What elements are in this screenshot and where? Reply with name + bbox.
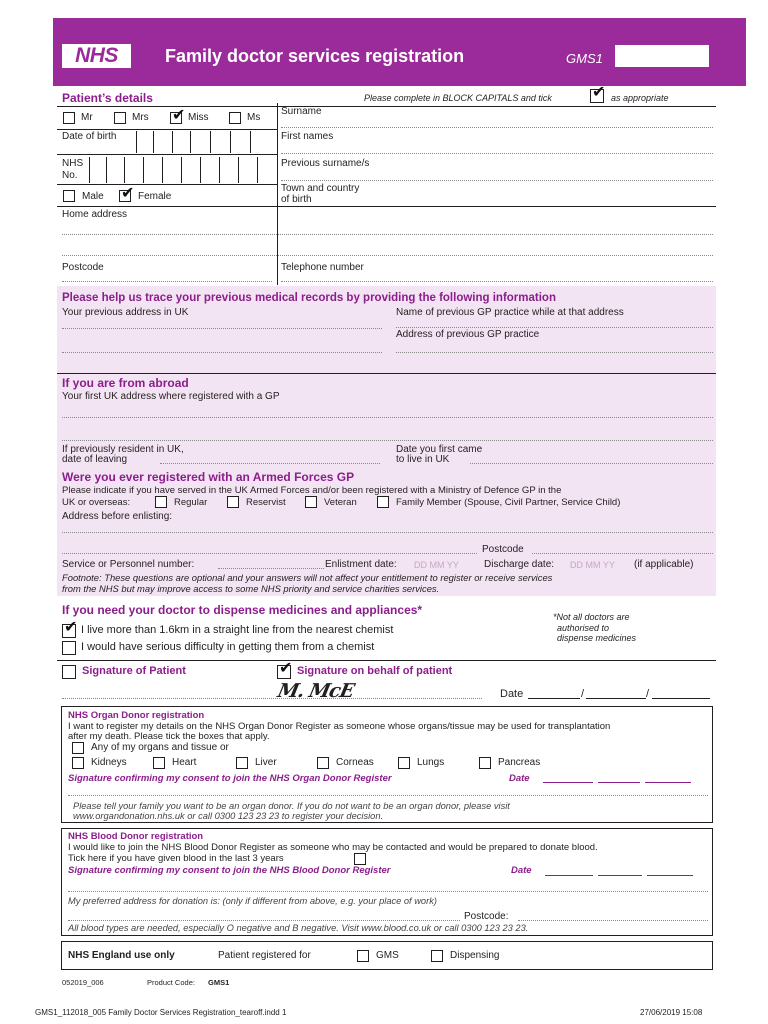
title-mrs-checkbox[interactable] (114, 112, 126, 124)
organ-date-month[interactable] (598, 782, 640, 783)
pancreas-label: Pancreas (498, 757, 541, 768)
organ-signature-field[interactable] (68, 795, 708, 796)
blood-donor-text: I would like to join the NHS Blood Donor Register as someone who may be contacted and would be prepared to donate blood. (68, 842, 598, 853)
blood-given-checkbox[interactable] (354, 853, 366, 865)
if-applicable-label: (if applicable) (634, 559, 694, 570)
dob-digit-sep (250, 131, 251, 153)
dispense-note: *Not all doctors are (553, 612, 630, 622)
divider (57, 206, 716, 207)
organ-date-year[interactable] (645, 782, 691, 783)
veteran-label: Veteran (324, 497, 357, 508)
blood-signature-field[interactable] (68, 891, 708, 892)
title-ms-label: Ms (247, 112, 261, 123)
regular-label: Regular (174, 497, 208, 508)
date-sep: / (646, 688, 650, 700)
organ-date-day[interactable] (543, 782, 593, 783)
prev-resident-label: If previously resident in UK, (62, 444, 184, 455)
address-enlisting-label: Address before enlisting: (62, 511, 173, 522)
corneas-label: Corneas (336, 757, 374, 768)
service-number-field[interactable] (218, 568, 324, 569)
reservist-checkbox[interactable] (227, 496, 239, 508)
date-month-field[interactable] (586, 698, 646, 699)
signature-behalf-label: Signature on behalf of patient (297, 665, 453, 677)
nhs-digit-sep (257, 157, 258, 183)
signature-patient-label: Signature of Patient (82, 665, 186, 677)
divider (57, 373, 716, 374)
signature-patient-checkbox[interactable] (62, 665, 76, 679)
nhs-logo: NHS (62, 44, 131, 68)
organ-any-checkbox[interactable] (72, 742, 84, 754)
male-label: Male (82, 191, 104, 202)
footer-code: 052019_006 (62, 978, 104, 987)
organ-family-note-2: www.organdonation.nhs.uk or call 0300 123 23 23 to register your decision. (73, 811, 384, 821)
prev-gp-address-field[interactable] (396, 352, 713, 353)
organ-donor-text: I want to register my details on the NHS Organ Donor Register as someone whose organs/tissue may be used for transplantation (68, 721, 611, 732)
patient-details-heading: Patient’s details (62, 91, 153, 105)
footnote-text-2: from the NHS but may improve access to some NHS priority and service charities services. (62, 583, 440, 594)
product-code: GMS1 (208, 978, 230, 987)
blood-signature-label: Signature confirming my consent to join the NHS Blood Donor Register (68, 865, 391, 876)
footer-filename: GMS1_112018_005 Family Doctor Services Registration_tearoff.indd 1 (35, 1008, 287, 1017)
footer-timestamp: 27/06/2019 15:08 (640, 1008, 703, 1017)
title-mrs-label: Mrs (132, 112, 149, 123)
nhs-no-label-2: No. (62, 170, 78, 181)
liver-label: Liver (255, 757, 277, 768)
previous-records-panel (57, 286, 716, 596)
check-icon: ✔ (279, 660, 293, 677)
male-checkbox[interactable] (63, 190, 75, 202)
service-number-label: Service or Personnel number: (62, 559, 195, 570)
regular-checkbox[interactable] (155, 496, 167, 508)
organ-donor-heading: NHS Organ Donor registration (68, 710, 205, 721)
dob-digit-sep (230, 131, 231, 153)
dispense-heading: If you need your doctor to dispense medicines and appliances* (62, 603, 423, 617)
telephone-field[interactable] (281, 281, 713, 282)
family-member-label: Family Member (Spouse, Civil Partner, Service Child) (396, 497, 621, 508)
dob-digit-sep (153, 131, 154, 153)
date-came-label-2: to live in UK (396, 454, 450, 465)
blood-donor-text-2: Tick here if you have given blood in the last 3 years (68, 853, 284, 864)
reservist-label: Reservist (246, 497, 286, 508)
liver-checkbox[interactable] (236, 757, 248, 769)
kidneys-label: Kidneys (91, 757, 127, 768)
blood-pref-address-label: My preferred address for donation is: (only if different from above, e.g. your place of work) (68, 896, 437, 906)
date-sep: / (581, 688, 585, 700)
discharge-date-field[interactable]: DD MM YY (570, 560, 615, 570)
enlistment-label: Enlistment date: (325, 559, 397, 570)
kidneys-checkbox[interactable] (72, 757, 84, 769)
dispense-note-2: authorised to (557, 623, 610, 633)
female-checkbox[interactable] (119, 185, 135, 202)
instruction-text-end: as appropriate (611, 93, 669, 103)
blood-date-month[interactable] (598, 875, 642, 876)
surname-label: Surname (281, 106, 322, 117)
prev-resident-label-2: date of leaving (62, 454, 128, 465)
form-code: GMS1 (566, 51, 603, 66)
surname-field[interactable] (281, 127, 713, 128)
nhs-digit-sep (238, 157, 239, 183)
date-day-field[interactable] (528, 698, 580, 699)
home-address-line-1[interactable] (62, 234, 713, 235)
nhs-digit-sep (162, 157, 163, 183)
column-divider (277, 103, 278, 285)
dob-label: Date of birth (62, 131, 117, 142)
dob-digit-sep (190, 131, 191, 153)
enlistment-date-field[interactable]: DD MM YY (414, 560, 459, 570)
dispense-note-3: dispense medicines (557, 633, 637, 643)
address-enlisting-line-1[interactable] (62, 532, 713, 533)
prev-address-label: Your previous address in UK (62, 307, 189, 318)
check-icon: ✔ (121, 185, 135, 202)
postcode-label: Postcode (62, 262, 104, 273)
divider (57, 660, 716, 661)
lungs-checkbox[interactable] (398, 757, 410, 769)
blood-donor-heading: NHS Blood Donor registration (68, 831, 204, 842)
organ-date-label: Date (509, 773, 530, 784)
prev-gp-name-field[interactable] (396, 327, 713, 328)
dob-digit-sep (172, 131, 173, 153)
prev-address-line-1[interactable] (62, 328, 382, 329)
nhs-digit-sep (181, 157, 182, 183)
organ-any-label: Any of my organs and tissue or (91, 742, 229, 753)
first-uk-address-line-2[interactable] (62, 440, 713, 441)
telephone-label: Telephone number (281, 262, 364, 273)
title-mr-label: Mr (81, 112, 93, 123)
organ-donor-text-2: after my death. Please tick the boxes that apply. (68, 731, 270, 742)
nhs-digit-sep (124, 157, 125, 183)
example-tick-box (590, 84, 606, 103)
home-address-label: Home address (62, 209, 128, 220)
town-label: Town and country (281, 183, 360, 194)
armed-forces-text-2: UK or overseas: (62, 497, 131, 508)
nhs-digit-sep (219, 157, 220, 183)
title-miss-label: Miss (188, 112, 209, 123)
abroad-heading: If you are from abroad (62, 376, 189, 390)
signature-date-label: Date (500, 688, 524, 700)
organ-family-note: Please tell your family you want to be an organ donor. If you do not want to be an organ donor, please visit (73, 801, 510, 811)
gms-label: GMS (376, 950, 399, 961)
home-address-line-2[interactable] (62, 255, 713, 256)
divider (57, 184, 277, 185)
handwritten-signature: M. McE (275, 680, 356, 702)
footnote-text: Footnote: These questions are optional and your answers will not affect your entitlement to register or receive services (62, 572, 553, 583)
organ-signature-label: Signature confirming my consent to join the NHS Organ Donor Register (68, 773, 392, 784)
check-icon: ✔ (64, 619, 78, 636)
dispensing-label: Dispensing (450, 950, 500, 961)
form-code-field[interactable] (615, 45, 709, 67)
title-ms-checkbox[interactable] (229, 112, 241, 124)
armed-forces-heading: Were you ever registered with an Armed Forces GP (62, 470, 355, 484)
gms-checkbox[interactable] (357, 950, 369, 962)
pancreas-checkbox[interactable] (479, 757, 491, 769)
heart-checkbox[interactable] (153, 757, 165, 769)
family-member-checkbox[interactable] (377, 496, 389, 508)
blood-date-year[interactable] (647, 875, 693, 876)
title-mr-checkbox[interactable] (63, 112, 75, 124)
blood-postcode-label: Postcode: (464, 911, 509, 922)
product-code-label: Product Code: (147, 978, 195, 987)
date-came-label: Date you first came (396, 444, 483, 455)
blood-date-day[interactable] (545, 875, 593, 876)
date-came-field[interactable] (470, 463, 713, 464)
dispense-difficulty-label: I would have serious difficulty in getting them from a chemist (81, 641, 375, 653)
nhs-digit-sep (89, 157, 90, 183)
discharge-label: Discharge date: (484, 559, 555, 570)
prev-gp-address-label: Address of previous GP practice (396, 329, 540, 340)
prev-gp-name-label: Name of previous GP practice while at that address (396, 307, 624, 318)
nhs-digit-sep (200, 157, 201, 183)
dispensing-checkbox[interactable] (431, 950, 443, 962)
divider (57, 106, 716, 107)
armed-forces-text: Please indicate if you have served in the UK Armed Forces and/or been registered with a Ministry of Defence GP in the (62, 485, 562, 496)
form-title: Family doctor services registration (165, 46, 465, 66)
date-leaving-field[interactable] (160, 463, 380, 464)
lungs-label: Lungs (417, 757, 445, 768)
prev-surname-field[interactable] (281, 180, 713, 181)
nhs-england-label: NHS England use only (68, 950, 175, 961)
first-uk-address-line-1[interactable] (62, 417, 713, 418)
heart-label: Heart (172, 757, 197, 768)
check-icon: ✔ (172, 107, 186, 124)
first-names-label: First names (281, 131, 334, 142)
dispense-difficulty-checkbox[interactable] (62, 641, 76, 655)
instruction-text: Please complete in BLOCK CAPITALS and tick (364, 93, 552, 103)
postcode-field[interactable] (62, 281, 272, 282)
patient-registered-label: Patient registered for (218, 950, 311, 961)
prev-address-line-2[interactable] (62, 352, 382, 353)
dispense-distance-checkbox[interactable] (62, 619, 78, 638)
corneas-checkbox[interactable] (317, 757, 329, 769)
female-label: Female (138, 191, 172, 202)
dob-digit-sep (210, 131, 211, 153)
blood-types-note: All blood types are needed, especially O negative and B negative. Visit www.blood.co.uk or call 0300 123 23 23. (68, 923, 529, 933)
signature-field[interactable] (62, 698, 482, 699)
date-year-field[interactable] (652, 698, 710, 699)
check-icon: ✔ (592, 84, 606, 101)
divider (57, 129, 277, 130)
title-miss-checkbox[interactable] (170, 107, 186, 124)
divider (57, 154, 277, 155)
signature-behalf-checkbox[interactable] (277, 660, 293, 679)
armed-postcode-label: Postcode (482, 544, 524, 555)
first-uk-address-label: Your first UK address where registered with a GP (62, 391, 280, 402)
trace-heading: Please help us trace your previous medical records by providing the following information (62, 292, 556, 304)
nhs-no-label: NHS (62, 158, 84, 169)
dob-digit-sep (136, 131, 137, 153)
blood-date-label: Date (511, 865, 532, 876)
dispense-distance-label: I live more than 1.6km in a straight line from the nearest chemist (81, 624, 394, 636)
veteran-checkbox[interactable] (305, 496, 317, 508)
prev-surname-label: Previous surname/s (281, 158, 370, 169)
nhs-digit-sep (143, 157, 144, 183)
blood-pref-address-field[interactable] (68, 920, 460, 921)
address-enlisting-line-2[interactable] (62, 553, 477, 554)
nhs-digit-sep (106, 157, 107, 183)
armed-postcode-field[interactable] (532, 553, 713, 554)
town-label-2: of birth (281, 194, 312, 205)
first-names-field[interactable] (281, 153, 713, 154)
blood-postcode-field[interactable] (518, 920, 708, 921)
